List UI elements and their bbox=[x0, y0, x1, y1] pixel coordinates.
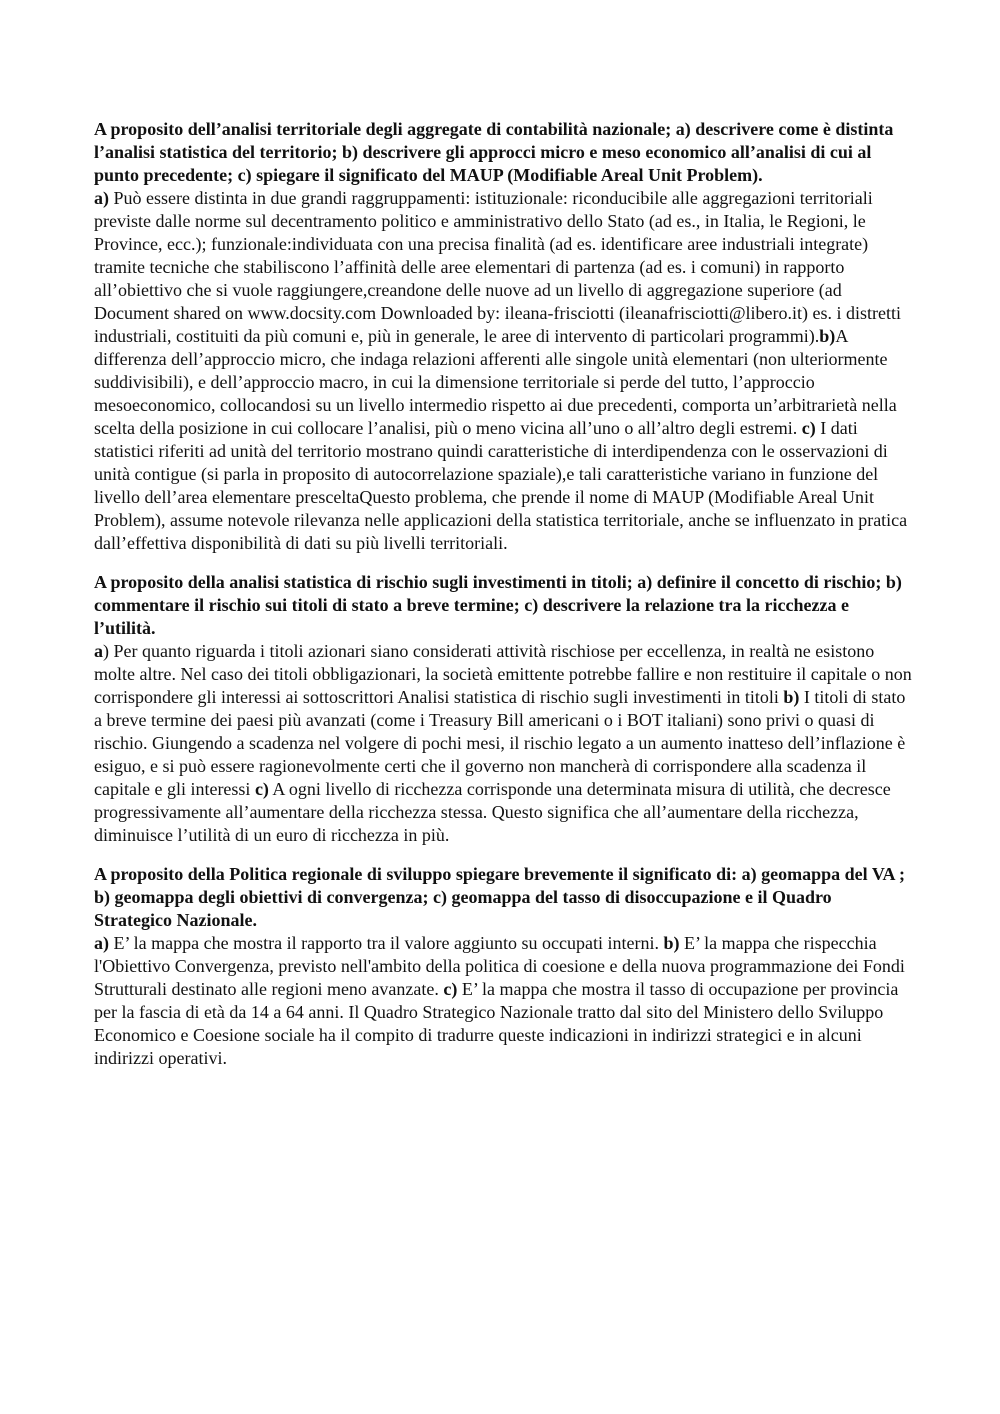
answer-label: c) bbox=[254, 779, 269, 799]
answer-label: c) bbox=[801, 418, 816, 438]
answer-text: E’ la mappa che mostra il rapporto tra il valore aggiunto su occupati interni. bbox=[109, 933, 664, 953]
answer-text: A differenza dell’approccio micro, che indaga relazioni afferenti alle singole unità elementari (non ulteriormente suddivisibili), e dell’approccio macro, in cui la dimensione territoriale si perde del tutto, l’approccio mesoeconomico, collocandosi su un livello intermedio rispetto ai due precedenti, comporta un’arbitrarietà nella scelta della posizione in cui collocare l’analisi, più o meno vicina all’uno o all’altro degli estremi. bbox=[94, 326, 897, 438]
section-risk-analysis bbox=[94, 571, 912, 847]
answer-label: a bbox=[94, 641, 103, 661]
answer-text: A ogni livello di ricchezza corrisponde una determinata misura di utilità, che decresce progressivamente all’aumentare della ricchezza stessa. Questo significa che all’aumentare della ricchezza, diminuisce l’utilità di un euro di ricchezza in più. bbox=[94, 779, 891, 845]
answer-text: E’ la mappa che rispecchia l'Obiettivo Convergenza, previsto nell'ambito della politica di coesione e della nuova programmazione dei Fondi Strutturali destinato alle regioni meno avanzate. bbox=[94, 933, 905, 999]
answer-text: E’ la mappa che mostra il tasso di occupazione per provincia per la fascia di età da 14 a 64 anni. Il Quadro Strategico Nazionale tratto dal sito del Ministero dello Sviluppo Economico e Coesione sociale ha il compito di tradurre queste indicazioni in indirizzi strategici e in alcuni indirizzi operativi. bbox=[94, 979, 899, 1068]
answer-paragraph bbox=[94, 640, 912, 847]
section-regional-policy bbox=[94, 863, 912, 1070]
answer-label: b) bbox=[783, 687, 800, 707]
answer-text: I titoli di stato a breve termine dei paesi più avanzati (come i Treasury Bill americani o i BOT italiani) sono privi o quasi di rischio. Giungendo a scadenza nel volgere di pochi mesi, il rischio legato a un aumento inatteso dell’inflazione è esiguo, e si può essere ragionevolmente certi che il governo non mancherà di corrispondere alla scadenza il capitale e gli interessi bbox=[94, 687, 906, 799]
answer-text: ) Per quanto riguarda i titoli azionari siano considerati attività rischiose per eccellenza, in realtà ne esistono molte altre. Nel caso dei titoli obbligazionari, la società emittente potrebbe fallire e non restituire il capitale o non corrispondere gli interessi ai sottoscrittori Analisi statistica di rischio sugli investimenti in titoli bbox=[94, 641, 912, 707]
question-heading: A proposito della Politica regionale di sviluppo spiegare brevemente il significato di: a) geomappa del VA ; b) geomappa degli obiettivi di convergenza; c) geomappa del tasso di disoccupazione e il Quadro Strategico Nazionale. bbox=[94, 864, 906, 930]
document-page bbox=[94, 118, 912, 1086]
question-heading: A proposito della analisi statistica di rischio sugli investimenti in titoli; a) definire il concetto di rischio; b) commentare il rischio sui titoli di stato a breve termine; c) descrivere la relazione tra la ricchezza e l’utilità. bbox=[94, 572, 902, 638]
answer-paragraph bbox=[94, 932, 912, 1070]
answer-label: a) bbox=[94, 933, 109, 953]
answer-paragraph bbox=[94, 187, 912, 555]
answer-label: b) bbox=[663, 933, 680, 953]
section-territorial-analysis bbox=[94, 118, 912, 555]
answer-label: c) bbox=[443, 979, 458, 999]
answer-label: b) bbox=[819, 326, 836, 346]
answer-label: a) bbox=[94, 188, 109, 208]
answer-text: Può essere distinta in due grandi raggruppamenti: istituzionale: riconducibile alle aggregazioni territoriali previste dalle norme sul decentramento politico e amministrativo dello Stato (ad es., in Italia, le Regioni, le Province, ecc.); funzionale:individuata con una precisa finalità (ad es. identificare aree industriali integrate) tramite tecniche che stabiliscono l’affinità delle aree elementari di partenza (ad es. i comuni) in rapporto all’obiettivo che si vuole raggiungere,creandone delle nuove ad un livello di aggregazione superiore (ad Document shared on www.docsity.com Downloaded by: ileana-frisciotti (ileanafrisciotti@libero.it) es. i distretti industriali, costituiti da più comuni e, più in generale, le aree di intervento di particolari programmi). bbox=[94, 188, 902, 346]
question-heading: A proposito dell’analisi territoriale degli aggregate di contabilità nazionale; a) descrivere come è distinta l’analisi statistica del territorio; b) descrivere gli approcci micro e meso economico all’analisi di cui al punto precedente; c) spiegare il significato del MAUP (Modifiable Areal Unit Problem). bbox=[94, 119, 894, 185]
answer-text: I dati statistici riferiti ad unità del territorio mostrano quindi caratteristiche di interdipendenza con le osservazioni di unità contigue (si parla in proposito di autocorrelazione spaziale),e tali caratteristiche variano in funzione del livello dell’area elementare prescelta​Questo problema, che prende il nome di MAUP (Modifiable Areal Unit Problem), assume notevole rilevanza nelle applicazioni della statistica territoriale, anche se influenzato in pratica dall’effettiva disponibilità di dati su più livelli territoriali. bbox=[94, 418, 908, 553]
